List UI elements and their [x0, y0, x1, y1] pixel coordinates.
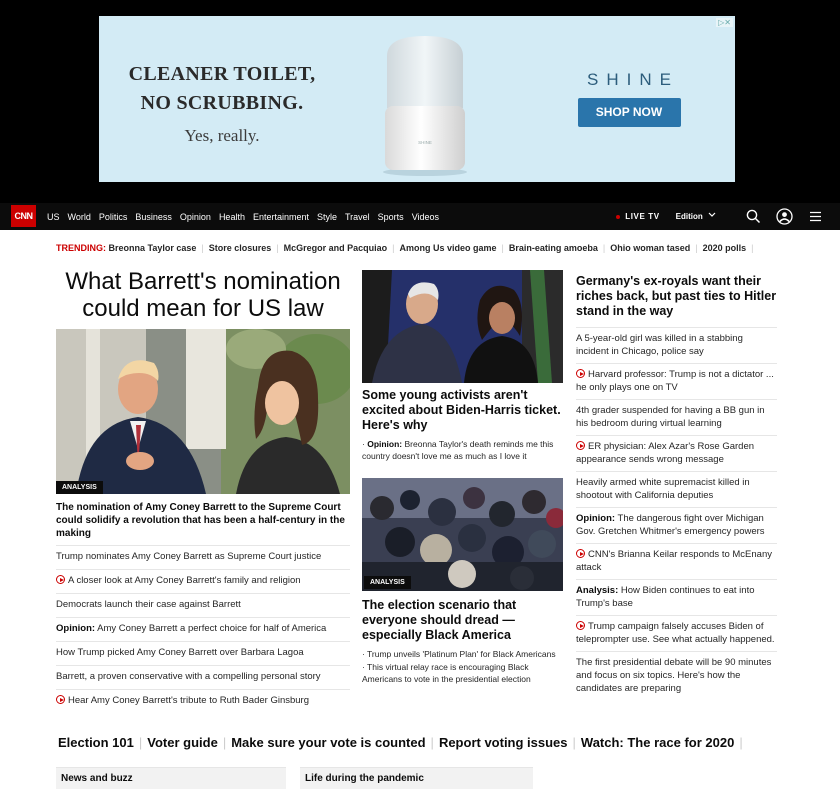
ad-product-image [379, 26, 471, 176]
election-links-bar: Election 101 | Voter guide | Make sure your vote is counted | Report voting issues | Watch: The race for 2020 | [58, 735, 743, 750]
nav-link-videos[interactable]: Videos [411, 211, 440, 222]
story2-photo [362, 478, 563, 591]
edition-dropdown[interactable] [676, 212, 716, 221]
story2-bullet[interactable]: · This virtual relay race is encouraging Black Americans to vote in the presidential election [362, 662, 531, 684]
play-video-icon [576, 369, 585, 378]
list-item[interactable]: Opinion: The dangerous fight over Michigan Gov. Gretchen Whitmer's emergency powers [576, 507, 777, 543]
ad-copy [99, 16, 345, 182]
section-news-and-buzz[interactable]: News and buzz [56, 767, 286, 789]
ad-headline-line2: NO SCRUBBING. [140, 92, 304, 114]
story2-image[interactable] [362, 478, 563, 591]
analysis-tag: ANALYSIS [364, 576, 411, 589]
ad-product-label: SHINE [418, 140, 432, 145]
story1-photo [362, 270, 563, 383]
account-icon[interactable] [776, 208, 793, 225]
nav-link-us[interactable]: US [47, 211, 60, 222]
section-life-during-pandemic[interactable]: Life during the pandemic [300, 767, 533, 789]
list-item[interactable]: The first presidential debate will be 90 minutes and focus on six topics. Here's how the candidates are preparing [576, 651, 777, 700]
top-navigation [0, 203, 840, 230]
list-item[interactable]: A 5-year-old girl was killed in a stabbing incident in Chicago, police say [576, 327, 777, 363]
ad-subline: Yes, really. [184, 126, 260, 145]
hamburger-menu-icon[interactable] [807, 208, 824, 225]
trending-item[interactable]: Brain-eating amoeba [508, 243, 598, 253]
lead-photo [56, 329, 350, 494]
edition-label: Edition [675, 212, 703, 221]
live-tv-link[interactable] [616, 212, 659, 221]
nav-link-sports[interactable]: Sports [377, 211, 404, 222]
nav-link-business[interactable]: Business [135, 211, 172, 222]
list-item[interactable]: How Trump picked Amy Coney Barrett over Barbara Lagoa [56, 641, 350, 665]
list-item[interactable]: Barrett, a proven conservative with a compelling personal story [56, 665, 350, 689]
lead-story-image[interactable] [56, 329, 350, 494]
trending-label: TRENDING: [56, 243, 106, 253]
live-dot-icon [616, 215, 620, 219]
ad-brand: SHINE [587, 70, 679, 89]
live-tv-label: LIVE TV [625, 212, 660, 221]
list-item[interactable]: Trump nominates Amy Coney Barrett as Supreme Court justice [56, 545, 350, 569]
list-item[interactable]: Hear Amy Coney Barrett's tribute to Ruth Bader Ginsburg [56, 689, 350, 713]
election-link[interactable]: Election 101 [58, 735, 134, 750]
trending-item[interactable]: Ohio woman tased [610, 243, 691, 253]
list-item[interactable]: CNN's Brianna Keilar responds to McEnany attack [576, 543, 777, 579]
lead-headline[interactable]: What Barrett's nomination could mean for US law [65, 268, 341, 322]
ad-creative[interactable] [99, 16, 735, 182]
nav-utilities [616, 203, 824, 230]
nav-links [47, 203, 447, 230]
list-item[interactable]: Analysis: How Biden continues to eat into Trump's base [576, 579, 777, 615]
list-item[interactable]: ER physician: Alex Azar's Rose Garden appearance sends wrong message [576, 435, 777, 471]
trending-item[interactable]: McGregor and Pacquiao [283, 243, 388, 253]
election-link[interactable]: Make sure your vote is counted [231, 735, 426, 750]
story2-headline[interactable]: The election scenario that everyone should dread — especially Black America [362, 598, 517, 642]
play-video-icon [56, 695, 65, 704]
trending-item[interactable]: Store closures [208, 243, 272, 253]
election-link[interactable]: Watch: The race for 2020 [580, 735, 735, 750]
search-icon[interactable] [745, 208, 762, 225]
story1-headline[interactable]: Some young activists aren't excited about Biden-Harris ticket. Here's why [362, 388, 561, 432]
ad-headline-line1: CLEANER TOILET, [128, 63, 316, 85]
right-headline-list [576, 327, 777, 700]
story2-bullets [362, 648, 562, 686]
election-link[interactable]: Report voting issues [438, 735, 568, 750]
nav-link-politics[interactable]: Politics [98, 211, 128, 222]
right-headline[interactable]: Germany's ex-royals want their riches back, but past ties to Hitler stand in the way [576, 274, 777, 318]
nav-link-world[interactable]: World [67, 211, 91, 222]
trending-item[interactable]: 2020 polls [702, 243, 747, 253]
ad-choices-close-icon[interactable]: ▷✕ [718, 18, 731, 27]
ad-shop-now-button[interactable]: SHOP NOW [578, 98, 681, 127]
cnn-logo[interactable]: CNN [11, 205, 36, 227]
trending-item[interactable]: Breonna Taylor case [108, 243, 197, 253]
trending-item[interactable]: Among Us video game [399, 243, 497, 253]
analysis-tag: ANALYSIS [56, 481, 103, 494]
lead-related-list [56, 545, 350, 713]
nav-link-entertainment[interactable]: Entertainment [252, 211, 309, 222]
play-video-icon [576, 621, 585, 630]
list-item[interactable]: Democrats launch their case against Barrett [56, 593, 350, 617]
nav-link-travel[interactable]: Travel [345, 211, 370, 222]
chevron-down-icon [708, 212, 716, 218]
list-item[interactable]: Opinion: Amy Coney Barrett a perfect choice for half of America [56, 617, 350, 641]
play-video-icon [576, 549, 585, 558]
lead-story-title[interactable]: The nomination of Amy Coney Barrett to the Supreme Court could solidify a revolution that has been a half-century in the making [56, 502, 345, 539]
nav-link-health[interactable]: Health [218, 211, 245, 222]
ad-cta-block [569, 16, 689, 127]
list-item[interactable]: Trump campaign falsely accuses Biden of teleprompter use. See what actually happened. [576, 615, 777, 651]
trending-bar: TRENDING: Breonna Taylor case | Store closures | McGregor and Pacquiao | Among Us video game | Brain-eating amoeba | Ohio woman tased | 2020 polls | [56, 243, 754, 253]
list-item[interactable]: Harvard professor: Trump is not a dictator ... he only plays one on TV [576, 363, 777, 399]
play-video-icon [576, 441, 585, 450]
list-item[interactable]: A closer look at Amy Coney Barrett's family and religion [56, 569, 350, 593]
list-item[interactable]: Heavily armed white supremacist killed in shootout with California deputies [576, 471, 777, 507]
story1-opinion-link[interactable]: · Opinion: Breonna Taylor's death reminds me this country doesn't love me as much as I love it [362, 439, 554, 461]
election-link[interactable]: Voter guide [147, 735, 218, 750]
play-video-icon [56, 575, 65, 584]
advertisement-banner [0, 0, 840, 203]
story2-bullet[interactable]: · Trump unveils 'Platinum Plan' for Black Americans [362, 649, 556, 659]
nav-link-style[interactable]: Style [316, 211, 337, 222]
nav-link-opinion[interactable]: Opinion [179, 211, 211, 222]
story1-image[interactable] [362, 270, 563, 383]
list-item[interactable]: 4th grader suspended for having a BB gun in his bedroom during virtual learning [576, 399, 777, 435]
